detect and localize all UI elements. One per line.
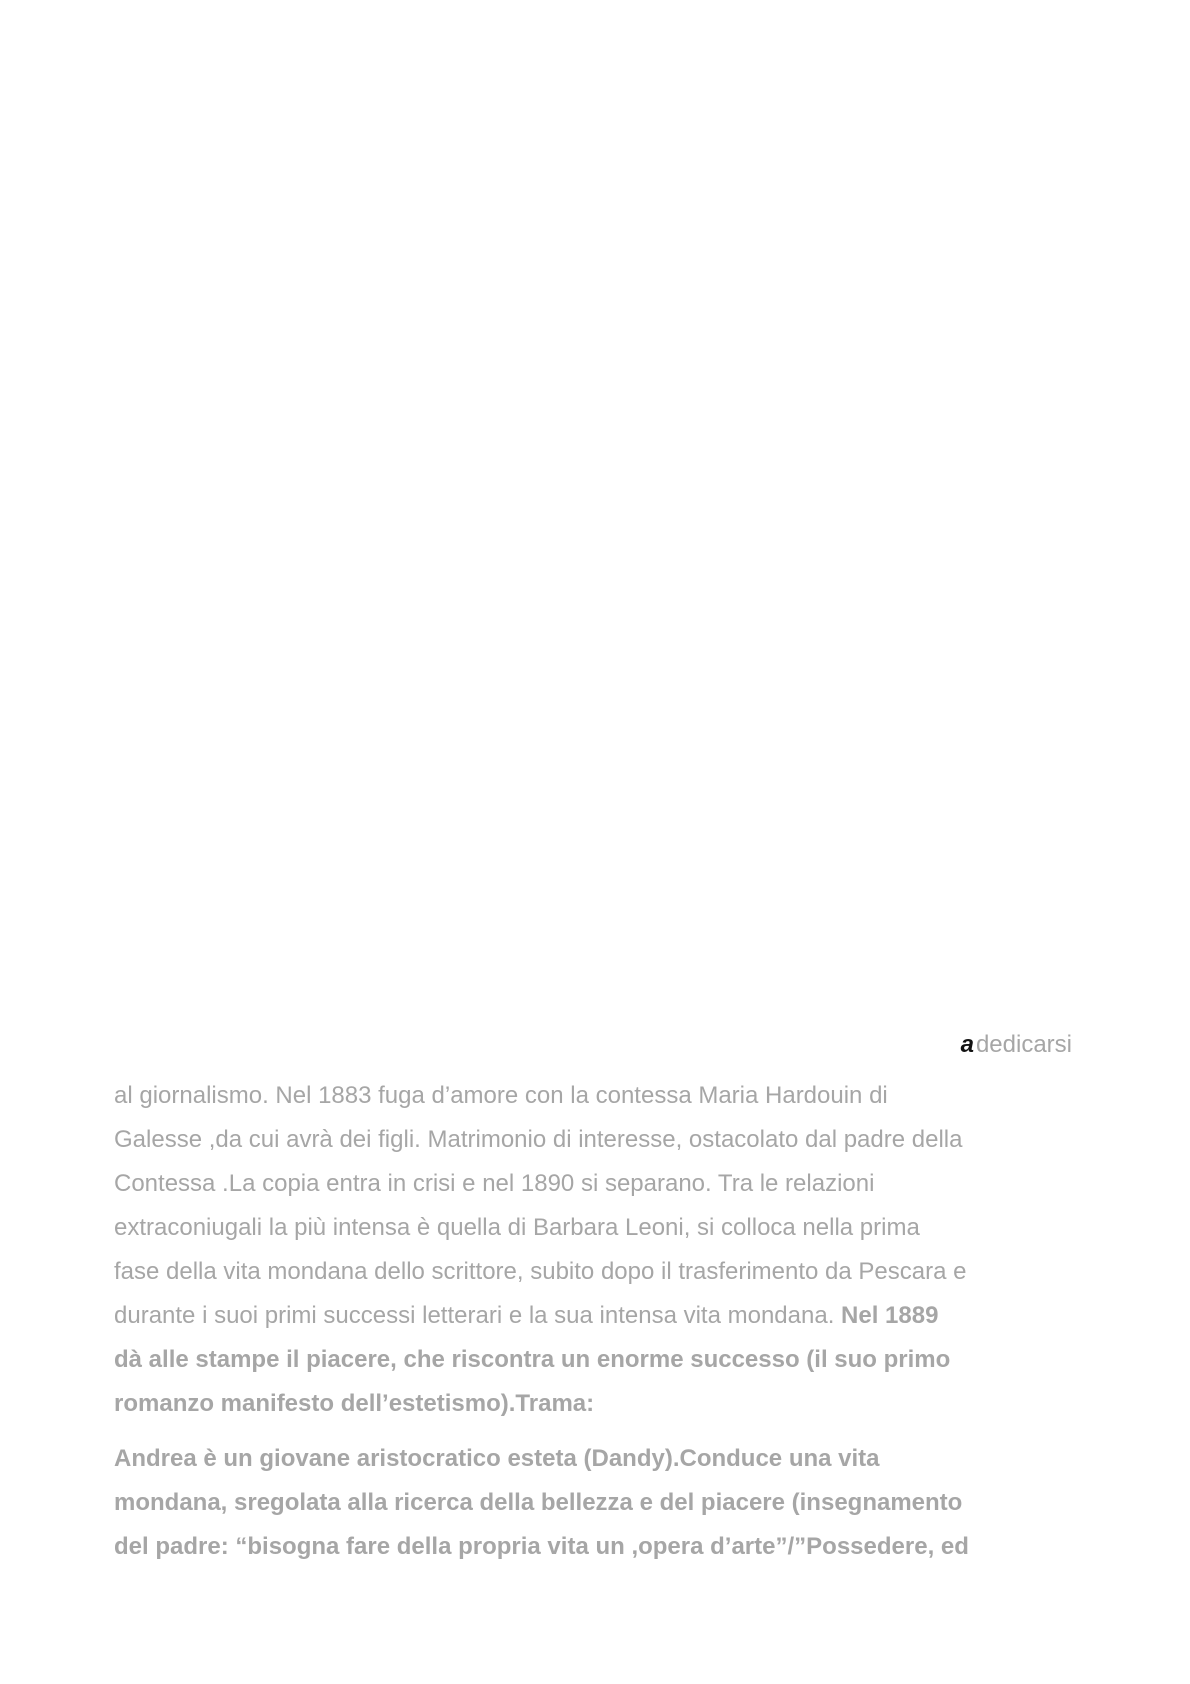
continuation-line: [961, 1030, 1072, 1060]
plot-line: Andrea è un giovane aristocratico esteta (Dandy).Conduce una vita: [114, 1445, 880, 1472]
paragraph-line: al giornalismo. Nel 1883 fuga d’amore con la contessa Maria Hardouin di: [114, 1082, 888, 1109]
plot-line: mondana, sregolata alla ricerca della bellezza e del piacere (insegnamento: [114, 1489, 963, 1516]
paragraph-line-bold: Nel 1889: [841, 1302, 939, 1329]
plot-paragraph: [114, 1437, 1094, 1569]
paragraph-line: extraconiugali la più intensa è quella di Barbara Leoni, si colloca nella prima: [114, 1214, 920, 1241]
paragraph-bold-line: romanzo manifesto dell’estetismo).Trama:: [114, 1390, 595, 1417]
paragraph-line: fase della vita mondana dello scrittore, subito dopo il trasferimento da Pescara e: [114, 1258, 967, 1285]
continuation-text: dedicarsi: [975, 1031, 1072, 1058]
paragraph-bold-line: dà alle stampe il piacere, che riscontra un enorme successo (il suo primo: [114, 1346, 951, 1373]
plot-line: del padre: “bisogna fare della propria vita un ,opera d’arte”/”Possedere, ed: [114, 1533, 969, 1560]
paragraph-line: [114, 1294, 1094, 1338]
biography-paragraph: [114, 1074, 1094, 1426]
marker-letter: a: [960, 1031, 974, 1058]
paragraph-line-regular: durante i suoi primi successi letterari e la sua intensa vita mondana.: [114, 1302, 842, 1329]
paragraph-line: Galesse ,da cui avrà dei figli. Matrimonio di interesse, ostacolato dal padre della: [114, 1126, 963, 1153]
paragraph-line: Contessa .La copia entra in crisi e nel 1890 si separano. Tra le relazioni: [114, 1170, 875, 1197]
